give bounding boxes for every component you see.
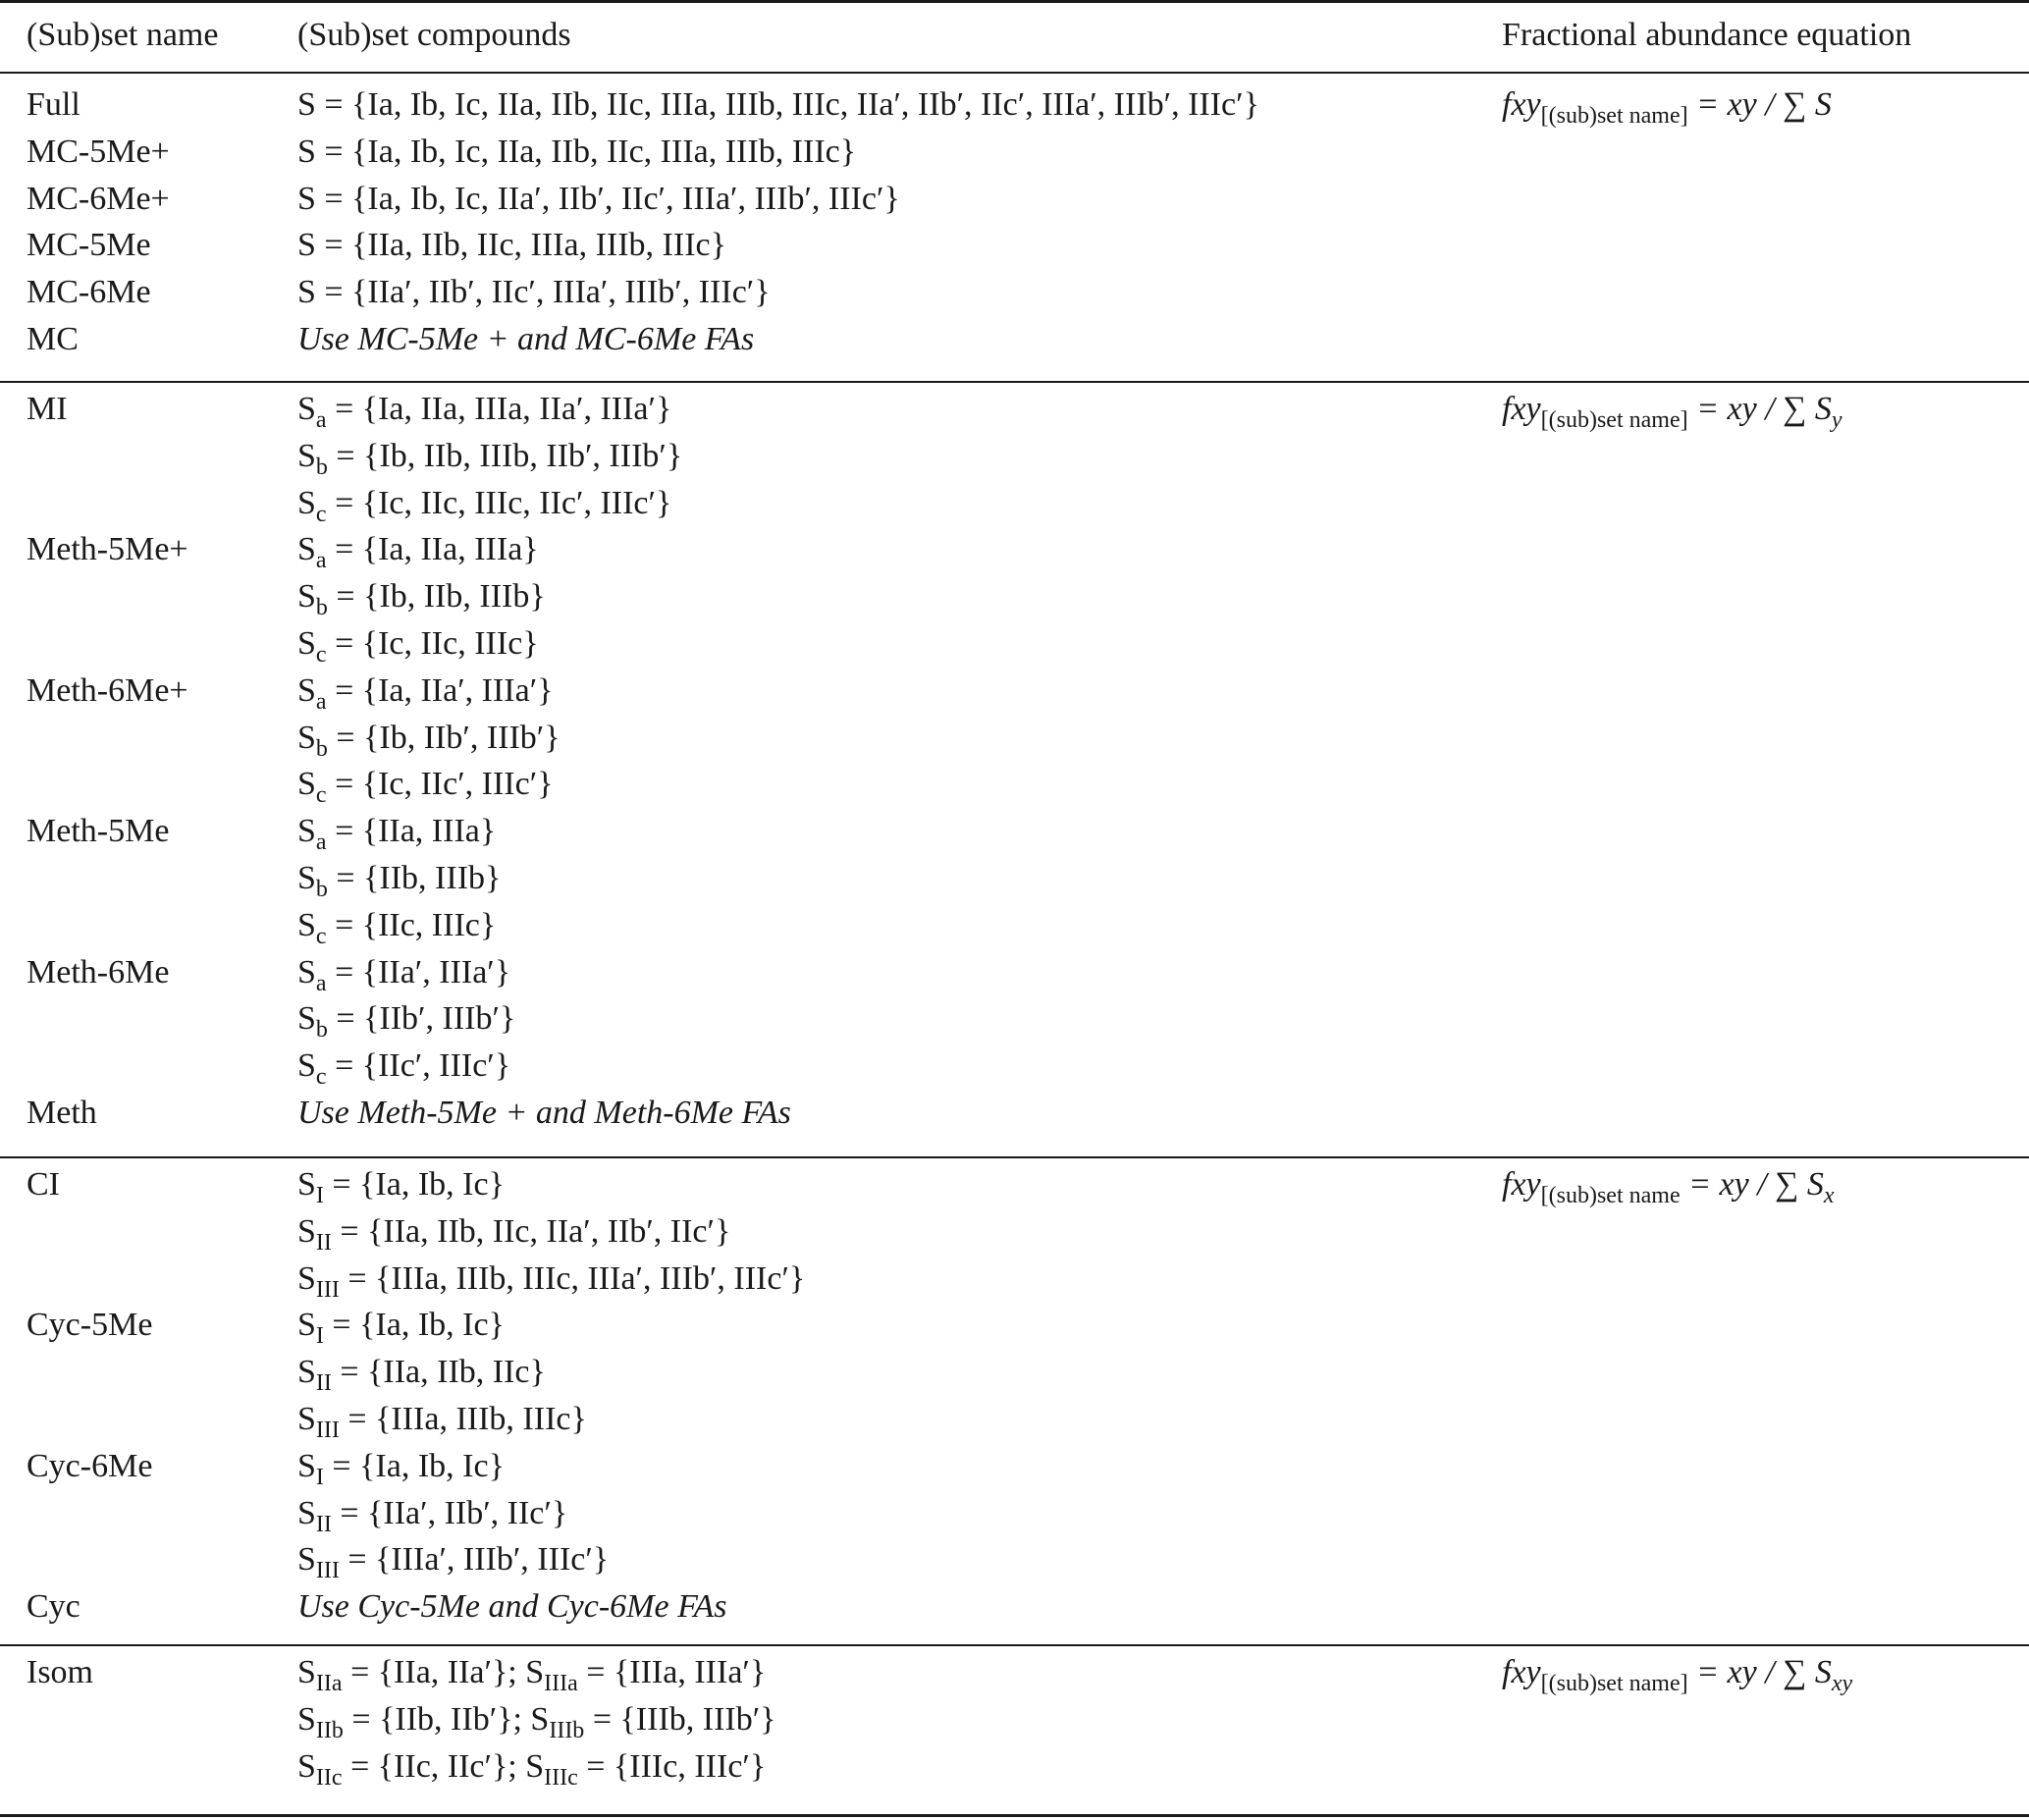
table-row <box>0 1256 2029 1303</box>
subset-compounds-cell <box>297 1349 546 1396</box>
set-members: = {IIIb, IIIb′} <box>584 1700 776 1738</box>
set-symbol: S <box>297 953 316 990</box>
table-row <box>0 129 2029 176</box>
set-subscript: II <box>315 1229 332 1256</box>
set-symbol: S <box>516 1747 545 1785</box>
set-symbol: S <box>297 1259 316 1297</box>
equation-rhs: = xy / ∑ S <box>1687 391 1832 427</box>
equation-lhs: fxy <box>1502 86 1541 123</box>
table-row <box>0 386 2029 433</box>
subset-compounds-cell <box>297 761 553 808</box>
set-subscript: a <box>315 970 327 996</box>
table-row <box>0 1443 2029 1490</box>
set-subscript: III <box>315 1276 340 1303</box>
set-symbol: S <box>297 227 316 264</box>
subset-compounds-cell <box>297 1490 567 1537</box>
set-symbol: S <box>297 1747 316 1785</box>
equation-lhs: fxy <box>1502 1166 1541 1203</box>
subset-name-cell: MC-6Me <box>27 274 151 311</box>
set-symbol: S <box>297 1401 316 1437</box>
set-members: = {Ia, IIa, IIIa, IIa′, IIIa′} <box>326 391 672 427</box>
italic-note: Use MC-5Me + and MC-6Me FAs <box>297 321 755 357</box>
group-separator-rule <box>0 1156 2029 1158</box>
subset-compounds-cell <box>297 1090 791 1137</box>
set-members: = {IIa′, IIb′, IIc′} <box>331 1494 568 1531</box>
set-symbol: S <box>297 391 316 427</box>
subset-compounds-cell <box>297 526 539 573</box>
table-row <box>0 1302 2029 1349</box>
subset-name-cell: Meth-5Me <box>27 813 170 850</box>
table-row <box>0 902 2029 949</box>
table-row <box>0 1696 2029 1743</box>
set-subscript: a <box>315 407 327 433</box>
set-subscript: a <box>315 688 327 715</box>
subset-name-cell: MI <box>27 391 68 427</box>
table-row <box>0 1490 2029 1537</box>
top-rule <box>0 0 2029 3</box>
set-symbol: S <box>297 860 316 896</box>
set-symbol: S <box>297 437 316 474</box>
subset-name-cell: Isom <box>27 1654 93 1690</box>
table-row <box>0 433 2029 480</box>
table-row <box>0 176 2029 223</box>
subset-compounds-cell <box>297 1536 609 1583</box>
subset-name-cell: MC <box>27 321 79 357</box>
set-members: = {Ia, Ib, Ic} <box>323 1307 505 1344</box>
set-members: = {Ia, Ib, Ic, IIa′, IIb′, IIc′, IIIa′, IIIb′, IIIc′} <box>315 180 900 217</box>
set-symbol: S <box>297 578 316 616</box>
set-symbol: S <box>297 1447 316 1484</box>
set-subscript: b <box>315 735 328 762</box>
set-subscript: a <box>315 548 327 574</box>
set-symbol: S <box>297 484 316 521</box>
table-row <box>0 620 2029 668</box>
set-subscript: II <box>315 1511 332 1537</box>
table-row <box>0 808 2029 855</box>
set-members: = {IIa, IIb, IIc, IIIa, IIIb, IIIc} <box>315 227 726 264</box>
equation-subscript: [(sub)set name] <box>1540 1671 1688 1696</box>
set-members: = {Ia, Ib, Ic, IIa, IIb, IIc, IIIa, IIIb, IIIc, IIa′, IIb′, IIc′, IIIa′, IIIb′, IIIc′} <box>315 86 1259 123</box>
equation-subscript: [(sub)set name <box>1540 1183 1681 1208</box>
subset-compounds-cell <box>297 222 726 269</box>
subset-compounds-cell <box>297 81 1259 129</box>
set-members: = {IIb, IIb′}; <box>343 1700 522 1738</box>
header-subset-compounds: (Sub)set compounds <box>297 17 571 53</box>
subset-compounds-cell <box>297 386 671 433</box>
set-symbol: S <box>297 766 316 803</box>
set-symbol: S <box>297 86 316 123</box>
set-subscript: I <box>315 1323 324 1350</box>
set-subscript: b <box>315 877 328 902</box>
set-members: = {IIa, IIb, IIc, IIa′, IIb′, IIc′} <box>331 1212 731 1250</box>
subset-compounds-cell <box>297 480 671 527</box>
table-row <box>0 1161 2029 1208</box>
equation-lhs: fxy <box>1502 391 1541 427</box>
set-members: = {Ic, IIc, IIIc} <box>326 625 539 662</box>
set-subscript: c <box>315 501 327 527</box>
set-members: = {Ic, IIc, IIIc, IIc′, IIIc′} <box>326 484 672 521</box>
set-members: = {IIIa, IIIb, IIIc} <box>339 1401 587 1437</box>
set-symbol: S <box>297 531 316 568</box>
subset-compounds-cell <box>297 620 539 668</box>
set-members: = {Ia, Ib, Ic} <box>323 1447 505 1484</box>
header-rule <box>0 72 2029 74</box>
set-subscript: IIb <box>315 1717 344 1743</box>
table-row <box>0 1090 2029 1137</box>
table-row <box>0 1396 2029 1443</box>
set-symbol: S <box>297 1354 316 1391</box>
subset-compounds-cell <box>297 573 546 620</box>
set-subscript: I <box>315 1464 324 1490</box>
set-members: = {Ib, IIb, IIIb} <box>327 578 546 616</box>
set-members: = {IIa′, IIb′, IIc′, IIIa′, IIIb′, IIIc′} <box>315 274 771 311</box>
set-members: = {Ia, IIa′, IIIa′} <box>326 671 554 709</box>
set-symbol: S <box>297 1700 316 1738</box>
set-members: = {IIa, IIb, IIc} <box>331 1354 546 1391</box>
subset-name-cell: Meth-6Me <box>27 953 170 990</box>
subset-compounds-cell <box>297 1696 776 1743</box>
set-members: = {IIa, IIIa} <box>326 813 497 850</box>
italic-note: Use Meth-5Me + and Meth-6Me FAs <box>297 1095 791 1131</box>
group-separator-rule <box>0 1644 2029 1646</box>
subset-compounds-cell <box>297 715 561 762</box>
table-row <box>0 668 2029 715</box>
set-symbol: S <box>297 1212 316 1250</box>
subset-name-cell: Meth-6Me+ <box>27 671 188 709</box>
table-row <box>0 761 2029 808</box>
set-subscript: b <box>315 454 328 480</box>
set-members: = {Ib, IIb, IIIb, IIb′, IIIb′} <box>327 437 683 474</box>
set-symbol: S <box>521 1700 550 1738</box>
equation-rhs: = xy / ∑ S <box>1687 1654 1832 1690</box>
set-symbol: S <box>297 274 316 311</box>
table-row <box>0 855 2029 902</box>
set-subscript: a <box>315 830 327 856</box>
set-subscript: III <box>315 1418 340 1443</box>
set-members: = {IIIc, IIIc′} <box>577 1747 767 1785</box>
set-subscript: I <box>315 1183 324 1208</box>
set-members: = {IIIa, IIIb, IIIc, IIIa′, IIIb′, IIIc′} <box>339 1259 806 1297</box>
set-symbol: S <box>297 1047 316 1085</box>
table-row <box>0 949 2029 996</box>
set-subscript: b <box>315 1017 328 1044</box>
set-members: = {Ia, Ib, Ic, IIa, IIb, IIc, IIIa, IIIb, IIIc} <box>315 133 857 170</box>
table-row <box>0 1743 2029 1791</box>
set-members: = {Ic, IIc′, IIIc′} <box>326 766 554 803</box>
subset-compounds-cell <box>297 316 754 363</box>
set-symbol: S <box>297 906 316 943</box>
equation-subscript: [(sub)set name] <box>1540 103 1688 129</box>
table-row <box>0 1349 2029 1396</box>
table-row <box>0 573 2029 620</box>
set-symbol: S <box>297 180 316 217</box>
set-members: = {IIb′, IIIb′} <box>327 1000 516 1038</box>
table-row <box>0 1208 2029 1256</box>
set-members: = {IIc′, IIIc′} <box>326 1047 511 1085</box>
set-subscript: IIc <box>315 1764 343 1791</box>
table-row <box>0 480 2029 527</box>
set-members: = {IIIa′, IIIb′, IIIc′} <box>339 1541 610 1579</box>
equation-rhs-subscript: x <box>1823 1183 1835 1208</box>
table-row <box>0 526 2029 573</box>
set-members: = {Ib, IIb′, IIIb′} <box>327 719 561 756</box>
subset-compounds-cell <box>297 269 771 316</box>
subset-compounds-cell <box>297 902 496 949</box>
set-symbol: S <box>297 625 316 662</box>
set-symbol: S <box>297 1654 316 1690</box>
equation-rhs-subscript: xy <box>1831 1671 1853 1696</box>
subset-compounds-cell <box>297 1743 766 1791</box>
subset-compounds-cell <box>297 949 510 996</box>
subset-name-cell: Cyc <box>27 1588 80 1626</box>
equation-subscript: [(sub)set name] <box>1540 407 1688 433</box>
set-subscript: IIa <box>315 1671 343 1696</box>
set-members: = {IIb, IIIb} <box>327 860 502 896</box>
equation-lhs: fxy <box>1502 1654 1541 1690</box>
subset-compounds-cell <box>297 129 856 176</box>
subset-name-cell: Meth <box>27 1095 97 1131</box>
subset-compounds-cell <box>297 1043 510 1090</box>
set-symbol: S <box>297 1494 316 1531</box>
table-row <box>0 715 2029 762</box>
set-symbol: S <box>297 133 316 170</box>
set-subscript: IIIc <box>544 1764 578 1791</box>
subset-compounds-cell <box>297 1443 505 1490</box>
set-symbol: S <box>297 671 316 709</box>
set-members: = {Ia, Ib, Ic} <box>323 1166 505 1203</box>
subset-compounds-cell <box>297 1256 805 1303</box>
set-members: = {IIc, IIc′}; <box>342 1747 517 1785</box>
table-row <box>0 1043 2029 1090</box>
subset-name-cell: MC-6Me+ <box>27 180 170 217</box>
subset-name-cell: Meth-5Me+ <box>27 531 188 568</box>
table-row <box>0 316 2029 363</box>
set-symbol: S <box>297 1541 316 1579</box>
fa-equation-cell <box>1502 386 1842 433</box>
subset-compounds-cell <box>297 433 682 480</box>
subset-compounds-cell <box>297 1161 505 1208</box>
set-subscript: c <box>315 782 327 809</box>
set-subscript: II <box>315 1370 332 1397</box>
set-members: = {Ia, IIa, IIIa} <box>326 531 539 568</box>
set-symbol: S <box>297 813 316 850</box>
set-members: = {IIc, IIIc} <box>326 906 497 943</box>
fa-equation-cell <box>1502 81 1832 129</box>
table-row <box>0 222 2029 269</box>
subset-compounds-cell <box>297 1583 726 1631</box>
equation-rhs: = xy / ∑ S <box>1680 1166 1824 1203</box>
subset-name-cell: Cyc-6Me <box>27 1447 153 1484</box>
set-symbol: S <box>297 1000 316 1038</box>
subset-compounds-cell <box>297 1302 505 1349</box>
equation-rhs-subscript: y <box>1831 407 1842 433</box>
set-members: = {IIIa, IIIa′} <box>577 1654 767 1690</box>
set-members: = {IIa′, IIIa′} <box>326 953 511 990</box>
table-row <box>0 1536 2029 1583</box>
set-symbol: S <box>516 1654 545 1690</box>
subset-name-cell: CI <box>27 1166 60 1203</box>
subset-name-cell: Full <box>27 86 80 123</box>
table-row <box>0 81 2029 129</box>
equation-rhs: = xy / ∑ S <box>1687 86 1832 123</box>
subset-compounds-cell <box>297 995 515 1043</box>
header-subset-name: (Sub)set name <box>27 17 219 53</box>
set-subscript: b <box>315 595 328 621</box>
table-row <box>0 269 2029 316</box>
set-members: = {IIa, IIa′}; <box>342 1654 517 1690</box>
bottom-rule <box>0 1814 2029 1817</box>
set-symbol: S <box>297 1307 316 1344</box>
fa-equation-cell <box>1502 1161 1835 1208</box>
subset-compounds-cell <box>297 176 900 223</box>
set-subscript: IIIa <box>544 1671 578 1696</box>
set-subscript: IIIb <box>549 1717 585 1743</box>
subset-name-cell: MC-5Me+ <box>27 133 170 170</box>
subset-compounds-cell <box>297 1396 587 1443</box>
subset-compounds-cell <box>297 668 553 715</box>
subset-compounds-cell <box>297 855 501 902</box>
set-subscript: c <box>315 923 327 949</box>
table-row <box>0 995 2029 1043</box>
set-symbol: S <box>297 1166 316 1203</box>
italic-note: Use Cyc-5Me and Cyc-6Me FAs <box>297 1588 727 1626</box>
table-row <box>0 1583 2029 1631</box>
set-subscript: c <box>315 1064 327 1091</box>
set-symbol: S <box>297 719 316 756</box>
subset-compounds-cell <box>297 808 496 855</box>
subset-compounds-cell <box>297 1649 766 1696</box>
subset-name-cell: Cyc-5Me <box>27 1307 153 1344</box>
set-subscript: III <box>315 1558 340 1584</box>
table-row <box>0 1649 2029 1696</box>
fa-equation-cell <box>1502 1649 1852 1696</box>
header-fa-equation: Fractional abundance equation <box>1502 17 1912 53</box>
set-subscript: c <box>315 642 327 668</box>
subset-name-cell: MC-5Me <box>27 227 151 264</box>
group-separator-rule <box>0 381 2029 383</box>
subset-compounds-cell <box>297 1208 730 1256</box>
